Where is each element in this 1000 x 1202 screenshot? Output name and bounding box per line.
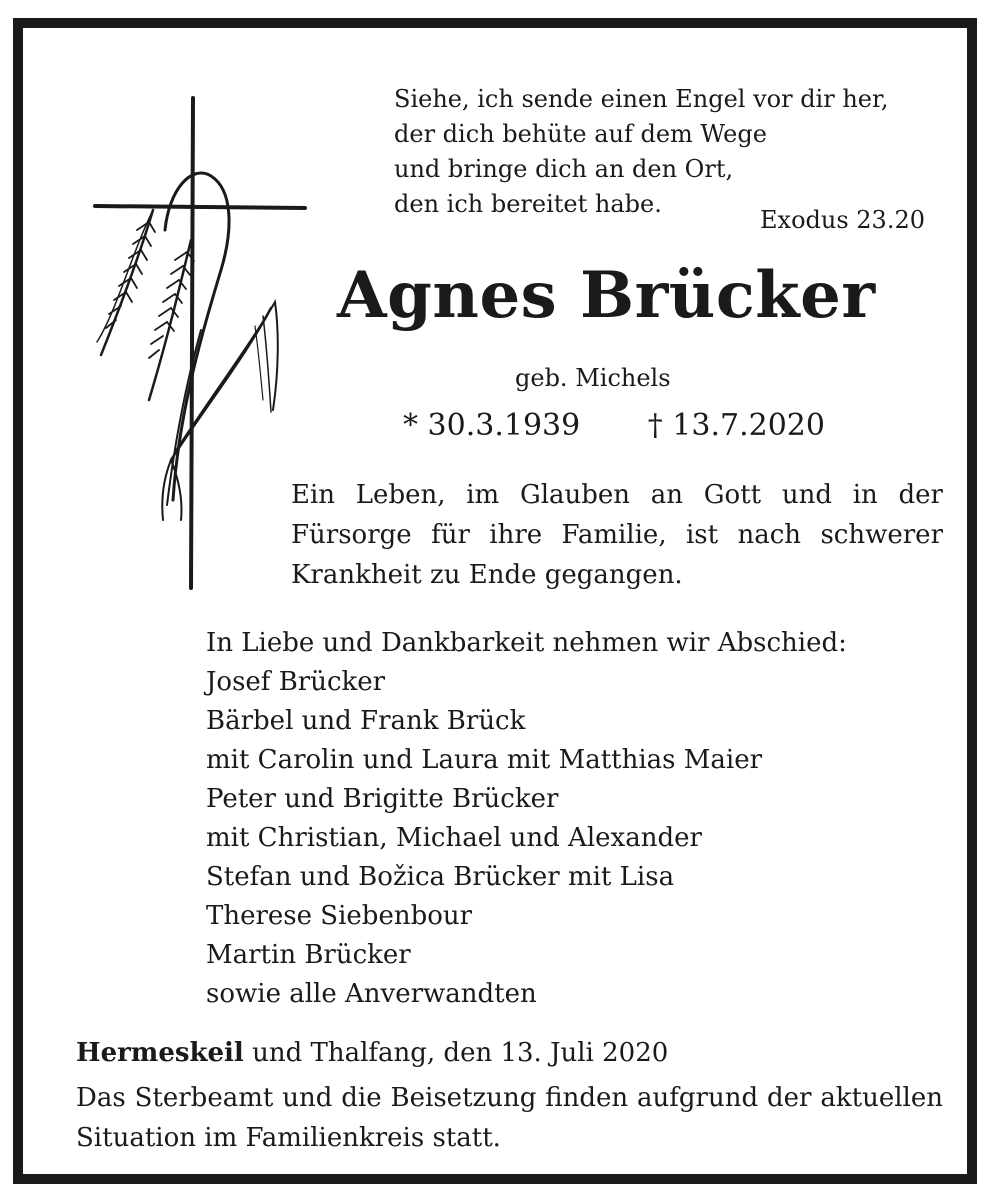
birth-date: * 30.3.1939 [403,408,581,443]
maiden-name: geb. Michels [515,364,671,392]
mourner-name: Martin Brücker [206,940,411,970]
verse-reference: Exodus 23.20 [760,206,925,234]
cross-with-wheat-icon [83,80,313,600]
mourner-name: sowie alle Anverwandten [206,979,537,1009]
life-dates [403,408,825,443]
obituary-frame [13,18,977,1184]
place-name: Hermeskeil [76,1038,244,1068]
place-and-date [76,1038,668,1068]
mourners-list [206,624,847,1014]
death-date: † 13.7.2020 [647,408,825,443]
tribute-text: Ein Leben, im Glauben an Gott und in der Fürsorge für ihre Familie, ist nach schwerer Krankheit zu Ende gegangen. [291,480,943,590]
mourners-intro: In Liebe und Dankbarkeit nehmen wir Abschied: [206,628,847,658]
verse-line: der dich behüte auf dem Wege [394,120,767,148]
verse-line: den ich bereitet habe. [394,190,662,218]
mourner-name: Peter und Brigitte Brücker [206,784,559,814]
mourner-name: mit Christian, Michael und Alexander [206,823,702,853]
funeral-notice: Das Sterbeamt und die Beisetzung finden aufgrund der aktuellen Situation im Familienkreis statt. [76,1083,943,1153]
mourner-name: Stefan und Božica Brücker mit Lisa [206,862,675,892]
verse-line: und bringe dich an den Ort, [394,155,734,183]
mourner-name: mit Carolin und Laura mit Matthias Maier [206,745,763,775]
deceased-name: Agnes Brücker [337,258,876,333]
verse-line: Siehe, ich sende einen Engel vor dir her, [394,85,889,113]
mourner-name: Josef Brücker [206,667,386,697]
mourner-name: Bärbel und Frank Brück [206,706,526,736]
bible-verse [394,82,888,222]
place-date-rest: und Thalfang, den 13. Juli 2020 [243,1038,669,1068]
mourner-name: Therese Siebenbour [206,901,473,931]
